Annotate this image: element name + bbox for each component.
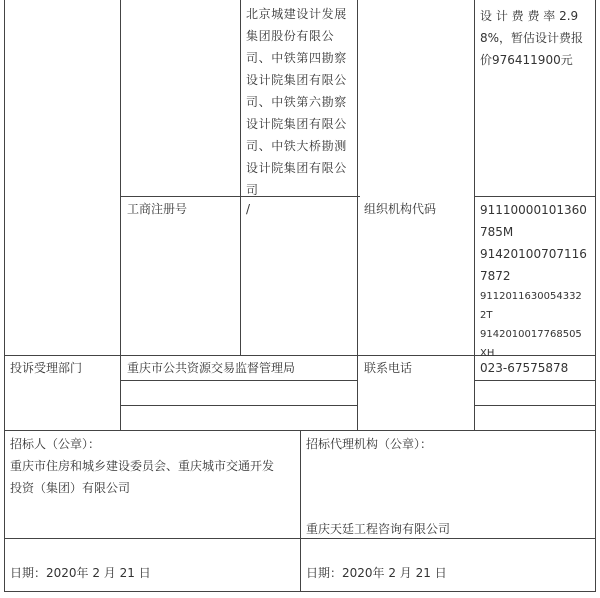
bidder-line: 集团股份有限公	[246, 29, 335, 43]
bidder-names	[246, 3, 347, 201]
agency-label: 招标代理机构（公章）：	[306, 437, 433, 451]
bidder-line: 设计院集团有限公	[246, 161, 347, 175]
phone-number: 023-67575878	[480, 361, 569, 375]
table-line	[474, 0, 475, 430]
table-line	[120, 380, 358, 381]
bidder-line: 设计院集团有限公	[246, 73, 347, 87]
table-line	[120, 405, 358, 406]
tenderer-name	[10, 455, 274, 499]
org-code-line: 9112011630054332	[480, 291, 582, 302]
table-line	[4, 0, 5, 592]
org-code-label: 组织机构代码	[364, 202, 437, 216]
fee-line: 设 计 费 费 率 2.9	[480, 9, 579, 23]
table-line	[300, 430, 301, 592]
registration-value: /	[246, 202, 251, 216]
table-line	[595, 0, 596, 592]
org-code-line: XH	[480, 348, 495, 359]
table-line	[474, 196, 596, 197]
org-code-line: 91110000101360	[480, 203, 587, 217]
table-line	[240, 0, 241, 356]
table-line	[120, 0, 121, 430]
bidder-line: 北京城建设计发展	[246, 7, 347, 21]
bidder-line: 司、中铁第六勘察	[246, 95, 347, 109]
fee-info	[480, 5, 583, 71]
bidder-line: 司、中铁第四勘察	[246, 51, 347, 65]
agency-name: 重庆天廷工程咨询有限公司	[306, 522, 451, 536]
org-code-line: 91420100707116	[480, 247, 587, 261]
tenderer-label: 招标人（公章）：	[10, 437, 101, 451]
date-right: 日期：2020年 2 月 21 日	[306, 566, 447, 580]
org-code-line: 7872	[480, 269, 511, 283]
tenderer-name-line: 重庆市住房和城乡建设委员会、重庆城市交通开发	[10, 459, 275, 473]
phone-label: 联系电话	[364, 361, 413, 375]
registration-label: 工商注册号	[127, 202, 188, 216]
fee-line: 价976411900元	[480, 53, 573, 67]
date-left: 日期：2020年 2 月 21 日	[10, 566, 151, 580]
org-code-line: 2T	[480, 310, 493, 321]
table-line	[357, 0, 358, 430]
table-line	[474, 405, 596, 406]
bidder-line: 司、中铁大桥勘测	[246, 139, 347, 153]
tenderer-name-line: 投资（集团）有限公司	[10, 481, 131, 495]
bidder-line: 设计院集团有限公	[246, 117, 347, 131]
bidder-line: 司	[246, 183, 259, 197]
complaint-label: 投诉受理部门	[10, 361, 83, 375]
fee-line: 8%，暂估设计费报	[480, 31, 584, 45]
table-line	[474, 380, 596, 381]
org-code-line: 785M	[480, 225, 514, 239]
org-code-line: 9142010017768505	[480, 329, 582, 340]
complaint-dept: 重庆市公共资源交易监督管理局	[127, 361, 296, 375]
org-codes	[480, 199, 587, 363]
